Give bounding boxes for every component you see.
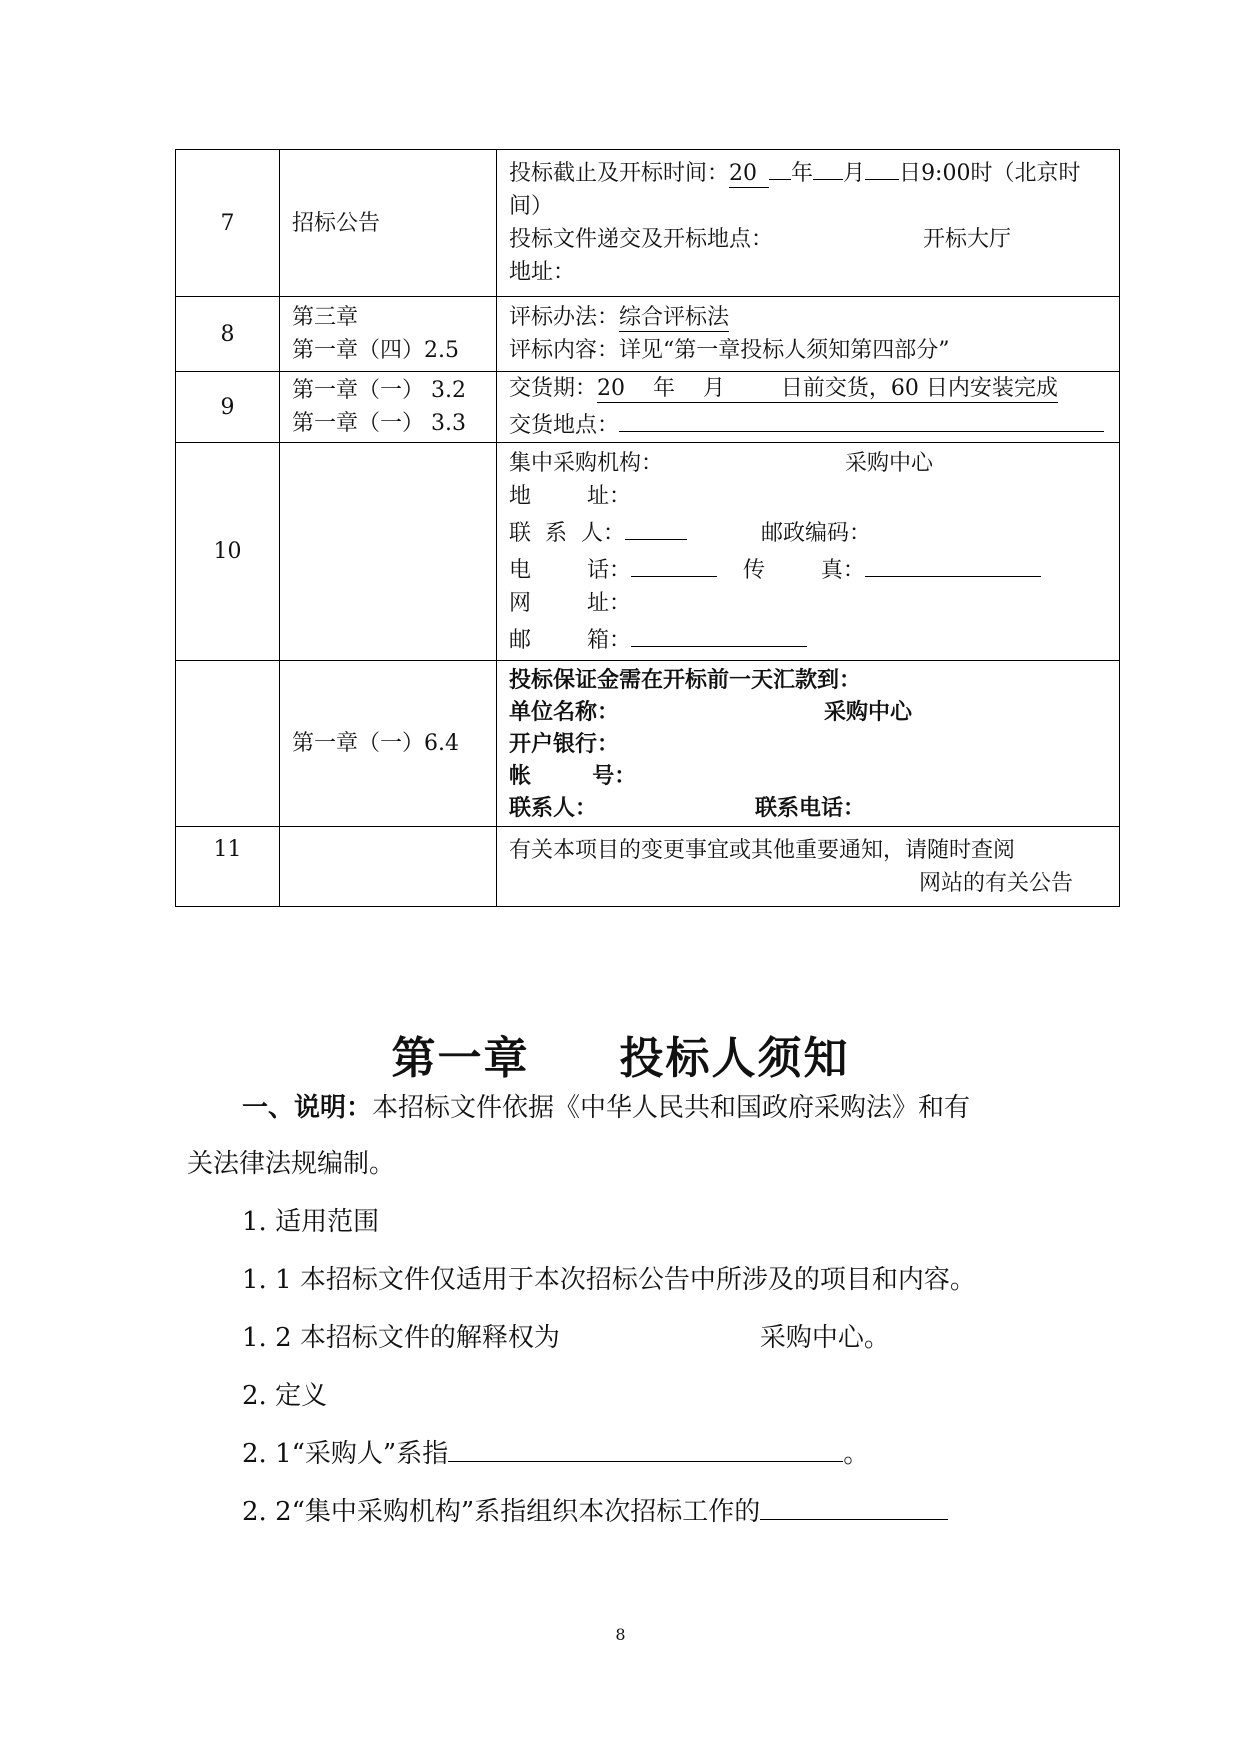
email-blank — [631, 620, 807, 647]
place-line — [509, 405, 1113, 442]
account-label: 帐 号： — [509, 762, 637, 789]
row-content — [497, 297, 1120, 372]
table-row — [176, 827, 1120, 907]
section-item — [242, 1436, 869, 1472]
agency-value: 采购中心 — [845, 450, 934, 476]
deposit-contact-label: 联系人： — [509, 794, 598, 821]
section-item-end: 。 — [843, 1439, 870, 1469]
unit-value: 采购中心 — [824, 698, 913, 725]
section-heading: 2. 定义 — [242, 1381, 328, 1411]
paragraph-continuation: 关法律法规编制。 — [187, 1149, 396, 1179]
row-reference — [280, 827, 497, 907]
method-line — [509, 301, 1113, 334]
contact-label: 联 系 人： — [509, 520, 625, 546]
deadline-day-blank — [865, 179, 899, 180]
table-row — [176, 443, 1120, 661]
phone-line — [509, 550, 1113, 587]
section-item-text: 采购中心。 — [759, 1323, 890, 1353]
paragraph — [242, 1090, 970, 1126]
table-row — [176, 661, 1120, 827]
row-number: 10 — [176, 443, 280, 661]
row-reference — [280, 297, 497, 372]
row-reference: 招标公告 — [280, 150, 497, 297]
reference-line: 第一章（一） 3.3 — [292, 411, 466, 436]
section-item — [242, 1320, 890, 1356]
row-reference — [280, 443, 497, 661]
row-number: 9 — [176, 372, 280, 443]
email-line — [509, 620, 1113, 657]
place-blank — [619, 405, 1104, 432]
row-number — [176, 661, 280, 827]
phone-label: 电 话： — [509, 557, 631, 583]
section-item-text: 2. 2“集中采购机构”系指组织本次招标工作的 — [242, 1497, 761, 1527]
postcode-label: 邮政编码： — [760, 520, 871, 546]
row-reference — [280, 372, 497, 443]
email-label: 邮 箱： — [509, 627, 631, 653]
row-content — [497, 372, 1120, 443]
deadline-time-suffix2: 间） — [509, 194, 554, 219]
paragraph-lead: 一、说明： — [242, 1093, 373, 1123]
reference-line: 第一章（一） 3.2 — [292, 378, 466, 403]
section-item — [242, 1494, 948, 1530]
address-label: 地址： — [509, 260, 576, 285]
agency-blank — [760, 1497, 948, 1520]
address-label: 地 址： — [509, 483, 631, 509]
section-item-text: 2. 1“采购人”系指 — [242, 1439, 449, 1469]
unit-line — [509, 696, 1113, 728]
paragraph-text: 本招标文件依据《中华人民共和国政府采购法》和有 — [372, 1093, 971, 1123]
section-item-text: 1. 2 本招标文件的解释权为 — [242, 1323, 560, 1353]
row-number: 7 — [176, 150, 280, 297]
deadline-line — [509, 157, 1113, 190]
row-content — [497, 150, 1120, 297]
table-row — [176, 297, 1120, 372]
deadline-month-blank — [813, 179, 843, 180]
contact-line — [509, 513, 1113, 550]
deadline-time-suffix: 时（北京时 — [970, 161, 1081, 186]
delivery-line — [509, 372, 1113, 405]
deposit-contact-line — [509, 792, 1113, 824]
deposit-contact-phone-label: 联系电话： — [755, 794, 866, 821]
row-content — [497, 443, 1120, 661]
deadline-year-fill — [769, 179, 791, 180]
submit-label: 投标文件递交及开标地点： — [509, 227, 774, 252]
submit-place: 开标大厅 — [923, 227, 1012, 252]
deadline-year-unit: 年 — [791, 161, 814, 186]
contact-blank — [625, 513, 687, 540]
delivery-value: 20 年 月 日前交货，60 日内安装完成 — [597, 376, 1058, 401]
table-row — [176, 150, 1120, 297]
place-label: 交货地点： — [509, 413, 620, 438]
bank-label: 开户银行： — [509, 730, 620, 757]
reference-line: 第一章（四）2.5 — [292, 338, 459, 363]
purchaser-blank — [448, 1439, 843, 1462]
chapter-number: 第一章 — [391, 1033, 530, 1084]
submit-line — [509, 223, 1113, 256]
table-row — [176, 372, 1120, 443]
deadline-time: 9:00 — [921, 161, 971, 186]
row-number: 8 — [176, 297, 280, 372]
chapter-title — [0, 1022, 1241, 1086]
deposit-intro: 投标保证金需在开标前一天汇款到： — [509, 666, 862, 693]
content-line: 评标内容：详见“第一章投标人须知第四部分” — [509, 338, 950, 363]
chapter-name: 投标人须知 — [619, 1033, 850, 1084]
section-heading: 1. 适用范围 — [242, 1207, 380, 1237]
deadline-month-unit: 月 — [843, 161, 866, 186]
notice-line: 网站的有关公告 — [918, 870, 1073, 896]
row-reference: 第一章（一）6.4 — [280, 661, 497, 827]
row-content — [497, 827, 1120, 907]
page-number: 8 — [615, 1625, 626, 1644]
section-item: 1. 1 本招标文件仅适用于本次招标公告中所涉及的项目和内容。 — [242, 1265, 976, 1295]
deadline-day-unit: 日 — [899, 161, 922, 186]
delivery-label: 交货期： — [509, 376, 598, 401]
fax-blank — [865, 550, 1041, 577]
reference-line: 第三章 — [292, 305, 359, 330]
notice-line: 有关本项目的变更事宜或其他重要通知，请随时查阅 — [509, 837, 1016, 863]
phone-blank — [631, 550, 717, 577]
unit-label: 单位名称： — [509, 698, 620, 725]
agency-line — [509, 447, 1113, 480]
row-content — [497, 661, 1120, 827]
method-label: 评标办法： — [509, 305, 620, 330]
bid-info-table — [175, 149, 1120, 907]
row-number: 11 — [176, 827, 280, 907]
method-value: 综合评标法 — [619, 305, 730, 330]
agency-label: 集中采购机构： — [509, 450, 664, 476]
website-label: 网 址： — [509, 590, 631, 616]
deadline-year-blank: 20 — [729, 161, 769, 188]
fax-label: 传 真： — [742, 557, 865, 583]
deadline-label: 投标截止及开标时间： — [509, 161, 730, 186]
